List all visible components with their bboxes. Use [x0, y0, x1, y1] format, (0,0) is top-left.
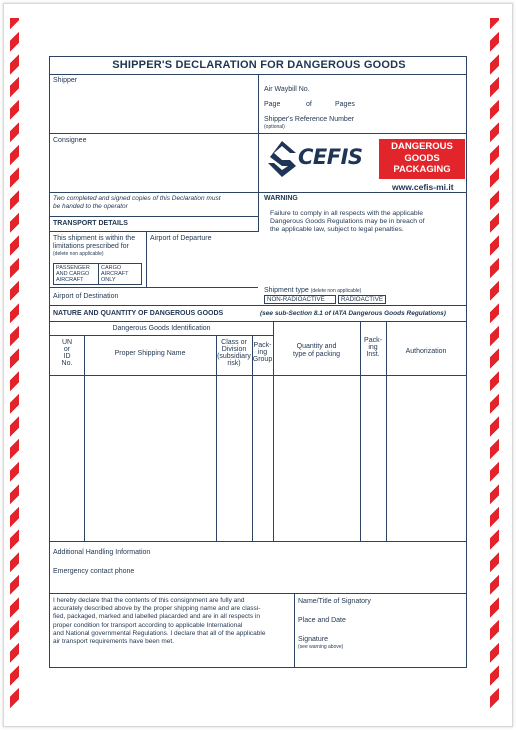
dg-identification-header: Dangerous Goods Identification [112, 325, 211, 332]
website-url[interactable]: www.cefis-mi.it [392, 182, 454, 192]
proper-shipping-name-header: Proper Shipping Name [114, 350, 186, 357]
nature-title: NATURE AND QUANTITY OF DANGEROUS GOODS [53, 310, 224, 317]
dangerous-goods-packaging-badge: DANGEROUS GOODS PACKAGING [379, 139, 465, 179]
copies-note-line1: Two completed and signed copies of this Declaration must [53, 195, 221, 202]
consignee-label: Consignee [53, 137, 87, 144]
radioactive-option[interactable]: RADIOACTIVE [338, 295, 386, 304]
passenger-aircraft-option[interactable]: PASSENGER AND CARGO AIRCRAFT [53, 263, 99, 285]
within-limits-line2: limitations prescribed for [53, 243, 129, 250]
right-hazard-stripe [490, 18, 499, 708]
un-number-header: UN or ID No. [61, 339, 73, 367]
signature-label: Signature [298, 636, 328, 643]
left-hazard-stripe [10, 18, 19, 708]
copies-note-line2: be handed to the operator [53, 203, 128, 210]
delete-note: (delete non applicable) [53, 251, 104, 257]
cargo-aircraft-option[interactable]: CARGO AIRCRAFT ONLY [98, 263, 142, 285]
warning-title: WARNING [264, 195, 298, 202]
place-date-label: Place and Date [298, 617, 346, 624]
emergency-phone-label: Emergency contact phone [53, 568, 135, 575]
shipper-ref-label: Shipper's Reference Number [264, 116, 355, 123]
packing-inst-header: Pack- ing Inst. [364, 337, 382, 358]
pages-label: Pages [335, 101, 355, 108]
shipment-type-label: Shipment type (delete non applicable) [264, 287, 362, 294]
class-division-header: Class or Division (subsidiary risk) [217, 339, 251, 367]
shipper-label: Shipper [53, 77, 78, 84]
warning-line1: Failure to comply in all respects with the applicable [270, 210, 424, 217]
airport-destination-label: Airport of Destination [53, 293, 119, 300]
declaration-form [49, 56, 467, 668]
warning-line3: the applicable law, subject to legal penalties. [270, 226, 404, 233]
air-waybill-label: Air Waybill No. [264, 86, 310, 93]
cefis-logo-icon [266, 139, 298, 179]
non-radioactive-option[interactable]: NON-RADIOACTIVE [264, 295, 336, 304]
transport-details-title: TRANSPORT DETAILS [53, 220, 128, 227]
within-limits-line1: This shipment is within the [53, 235, 136, 242]
warning-line2: Dangerous Goods Regulations may be in breach of [270, 218, 425, 225]
cefis-logo-text: CEFIS [298, 145, 363, 169]
packing-group-header: Pack- ing Group [252, 342, 273, 363]
of-label: of [306, 101, 312, 108]
airport-departure-label: Airport of Departure [150, 235, 212, 242]
optional-note: (optional) [264, 124, 285, 130]
signature-note: (see warning above) [298, 644, 344, 650]
page-label: Page [264, 101, 281, 108]
authorization-header: Authorization [405, 348, 447, 355]
form-title: SHIPPER'S DECLARATION FOR DANGEROUS GOODS [112, 59, 406, 71]
name-title-signatory-label: Name/Title of Signatory [298, 598, 371, 605]
declaration-text: I hereby declare that the contents of this consignment are fully and accurately described above by the proper shipping name and are classi- fied, packaged, marked and labelled placarded and are in all respects in proper condition for transport according to applicable International and National governmental Regulations. I declare that all of the applicable air transport requirements have been met. [53, 597, 266, 646]
nature-ref: (see sub-Section 8.1 of IATA Dangerous Goods Regulations) [260, 310, 446, 317]
quantity-header: Quantity and type of packing [292, 343, 341, 358]
additional-handling-label: Additional Handling Information [53, 549, 151, 556]
